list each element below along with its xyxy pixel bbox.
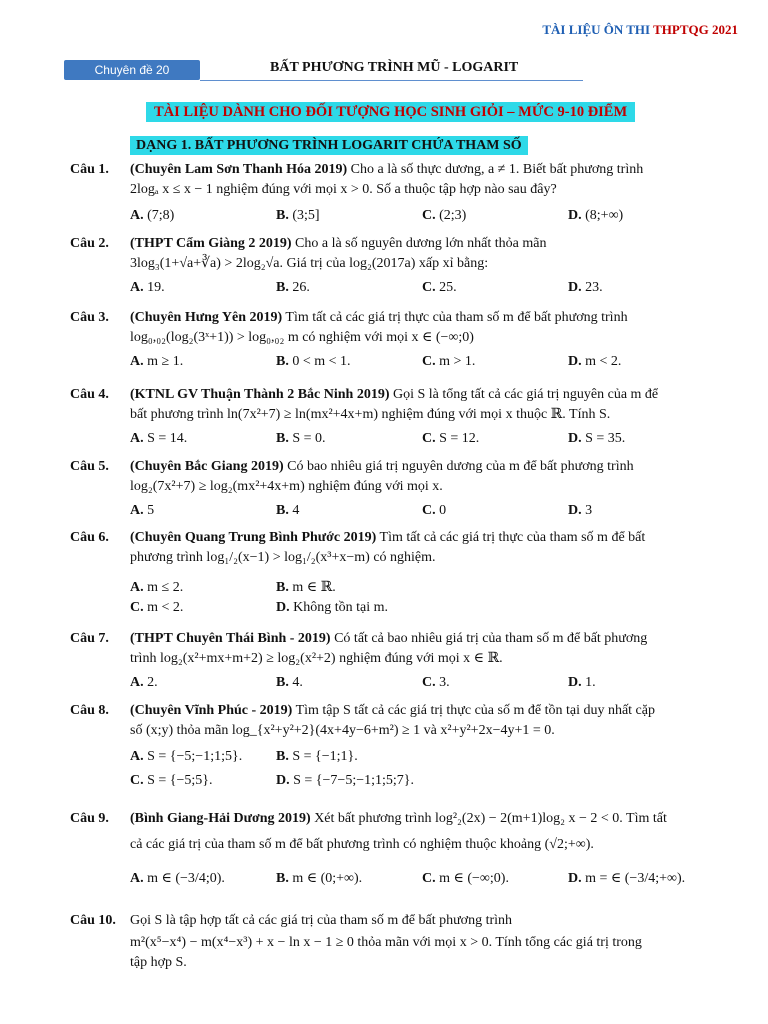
question-3 xyxy=(70,308,740,372)
question-text-2: m²(x⁵−x⁴) − m(x⁴−x³) + x − ln x − 1 ≥ 0 thỏa mãn với mọi x > 0. Tính tổng các giá trị trong xyxy=(130,935,642,950)
question-10 xyxy=(70,911,740,973)
question-text-2: log₂(7x²+7) ≥ log₂(mx²+4x+m) nghiệm đúng với mọi x. xyxy=(130,479,443,494)
question-text: Tìm tất cả các giá trị thực của tham số m để bất phương trình xyxy=(282,310,628,325)
question-text: Gọi S là tổng tất cả các giá trị nguyên của m để xyxy=(389,387,659,402)
question-text-2: 2logₐ x ≤ x − 1 nghiệm đúng với mọi x > 0. Số a thuộc tập hợp nào sau đây? xyxy=(130,182,557,197)
question-source: (THPT Cẩm Giàng 2 2019) xyxy=(130,236,292,251)
option-d[interactable]: D. 23. xyxy=(568,280,603,295)
question-source: (KTNL GV Thuận Thành 2 Bắc Ninh 2019) xyxy=(130,387,390,402)
question-text: Có tất cả bao nhiêu giá trị của tham số m để bất phương xyxy=(330,631,648,646)
option-a[interactable]: A. m ≥ 1. xyxy=(130,354,184,369)
question-source: (Chuyên Vĩnh Phúc - 2019) xyxy=(130,703,293,718)
question-text: Tìm tập S tất cả các giá trị thực của số m để tồn tại duy nhất cặp xyxy=(292,703,655,718)
option-d[interactable]: D. 1. xyxy=(568,675,596,690)
question-source: (Bình Giang-Hải Dương 2019) xyxy=(130,811,311,826)
question-number: Câu 4. xyxy=(70,387,109,402)
option-a[interactable]: A. 5 xyxy=(130,503,155,518)
question-source: (Chuyên Hưng Yên 2019) xyxy=(130,310,283,325)
topic-title: BẤT PHƯƠNG TRÌNH MŨ - LOGARIT xyxy=(270,60,519,75)
answer-options xyxy=(130,869,740,889)
option-c[interactable]: C. S = {−5;5}. xyxy=(130,773,213,788)
question-number: Câu 2. xyxy=(70,236,109,251)
option-c[interactable]: C. (2;3) xyxy=(422,208,467,223)
answer-options xyxy=(130,206,740,226)
section-title: DẠNG 1. BẤT PHƯƠNG TRÌNH LOGARIT CHỨA THAM SỐ xyxy=(130,136,528,155)
question-9 xyxy=(70,809,740,889)
header-label xyxy=(542,22,738,38)
option-c[interactable]: C. S = 12. xyxy=(422,431,480,446)
header-label-b: THPTQG 2021 xyxy=(653,22,738,37)
question-source: (THPT Chuyên Thái Bình - 2019) xyxy=(130,631,331,646)
option-c[interactable]: C. 3. xyxy=(422,675,450,690)
option-d[interactable]: D. S = {−7−5;−1;1;5;7}. xyxy=(276,773,414,788)
answer-options-row-2 xyxy=(130,771,740,791)
answer-options xyxy=(130,278,740,298)
option-d[interactable]: D. m < 2. xyxy=(568,354,622,369)
option-a[interactable]: A. 2. xyxy=(130,675,158,690)
question-text: Xét bất phương trình log²₂(2x) − 2(m+1)log₂ x − 2 < 0. Tìm tất xyxy=(310,811,667,826)
question-text: Tìm tất cả các giá trị thực của tham số m để bất xyxy=(376,530,646,545)
answer-options-row-2 xyxy=(130,598,740,618)
option-c[interactable]: C. 0 xyxy=(422,503,447,518)
question-text-2: trình log₂(x²+mx+m+2) ≥ log₂(x²+2) nghiệm đúng với mọi x ∈ ℝ. xyxy=(130,651,503,666)
question-text-3: tập hợp S. xyxy=(130,955,187,970)
question-text-2: cả các giá trị của tham số m để bất phương trình có nghiệm thuộc khoảng (√2;+∞). xyxy=(130,837,594,852)
question-number: Câu 10. xyxy=(70,913,116,928)
question-text-2: log₀,₀₂(log₂(3ˣ+1)) > log₀,₀₂ m có nghiệm với mọi x ∈ (−∞;0) xyxy=(130,330,474,345)
question-number: Câu 6. xyxy=(70,530,109,545)
option-a[interactable]: A. S = 14. xyxy=(130,431,188,446)
option-b[interactable]: B. m ∈ (0;+∞). xyxy=(276,871,363,886)
question-number: Câu 5. xyxy=(70,459,109,474)
question-7 xyxy=(70,629,740,693)
option-b[interactable]: B. 4. xyxy=(276,675,303,690)
question-8 xyxy=(70,701,740,791)
header-divider xyxy=(200,80,583,81)
question-number: Câu 3. xyxy=(70,310,109,325)
header-label-a: TÀI LIỆU ÔN THI xyxy=(542,22,654,37)
option-b[interactable]: B. 26. xyxy=(276,280,310,295)
option-b[interactable]: B. 4 xyxy=(276,503,300,518)
option-a[interactable]: A. (7;8) xyxy=(130,208,175,223)
option-a[interactable]: A. m ∈ (−3/4;0). xyxy=(130,871,225,886)
question-text: Có bao nhiêu giá trị nguyên dương của m để bất phương trình xyxy=(283,459,634,474)
question-text-2: bất phương trình ln(7x²+7) ≥ ln(mx²+4x+m) nghiệm đúng với mọi x thuộc ℝ. Tính S. xyxy=(130,407,611,422)
question-source: (Chuyên Lam Sơn Thanh Hóa 2019) xyxy=(130,162,348,177)
answer-options xyxy=(130,501,740,521)
option-b[interactable]: B. (3;5] xyxy=(276,208,320,223)
answer-options xyxy=(130,352,740,372)
question-text: Gọi S là tập hợp tất cả các giá trị của tham số m để bất phương trình xyxy=(130,913,513,928)
option-c[interactable]: C. m < 2. xyxy=(130,600,184,615)
question-4 xyxy=(70,385,740,449)
question-text: Cho a là số thực dương, a ≠ 1. Biết bất phương trình xyxy=(347,162,644,177)
option-c[interactable]: C. m ∈ (−∞;0). xyxy=(422,871,509,886)
option-d[interactable]: D. S = 35. xyxy=(568,431,626,446)
question-text-2: phương trình log₁/₂(x−1) > log₁/₂(x³+x−m) có nghiệm. xyxy=(130,550,436,565)
chapter-badge: Chuyên đề 20 xyxy=(64,60,200,80)
option-a[interactable]: A. m ≤ 2. xyxy=(130,580,184,595)
question-text: Cho a là số nguyên dương lớn nhất thỏa mãn xyxy=(291,236,547,251)
question-number: Câu 1. xyxy=(70,162,109,177)
answer-options xyxy=(130,673,740,693)
option-d[interactable]: D. Không tồn tại m. xyxy=(276,600,389,615)
answer-options xyxy=(130,747,740,767)
answer-options xyxy=(130,578,740,598)
question-6 xyxy=(70,528,740,618)
question-source: (Chuyên Bắc Giang 2019) xyxy=(130,459,284,474)
option-d[interactable]: D. m = ∈ (−3/4;+∞). xyxy=(568,871,686,886)
option-a[interactable]: A. 19. xyxy=(130,280,165,295)
option-c[interactable]: C. 25. xyxy=(422,280,457,295)
option-a[interactable]: A. S = {−5;−1;1;5}. xyxy=(130,749,243,764)
question-2 xyxy=(70,234,740,298)
option-b[interactable]: B. S = 0. xyxy=(276,431,326,446)
answer-options xyxy=(130,429,740,449)
option-b[interactable]: B. S = {−1;1}. xyxy=(276,749,358,764)
option-b[interactable]: B. 0 < m < 1. xyxy=(276,354,351,369)
question-source: (Chuyên Quang Trung Bình Phước 2019) xyxy=(130,530,377,545)
option-c[interactable]: C. m > 1. xyxy=(422,354,476,369)
question-number: Câu 9. xyxy=(70,811,109,826)
question-number: Câu 8. xyxy=(70,703,109,718)
question-1 xyxy=(70,160,740,226)
question-5 xyxy=(70,457,740,521)
question-number: Câu 7. xyxy=(70,631,109,646)
option-d[interactable]: D. 3 xyxy=(568,503,593,518)
level-banner: TÀI LIỆU DÀNH CHO ĐỐI TƯỢNG HỌC SINH GIỎI – MỨC 9-10 ĐIỂM xyxy=(146,102,635,122)
option-d[interactable]: D. (8;+∞) xyxy=(568,208,624,223)
question-text-2: số (x;y) thỏa mãn log_{x²+y²+2}(4x+4y−6+m²) ≥ 1 và x²+y²+2x−4y+1 = 0. xyxy=(130,723,555,738)
question-text-2: 3log₃(1+√a+∛a) > 2log₂√a. Giá trị của log₂(2017a) xấp xỉ bằng: xyxy=(130,256,489,271)
option-b[interactable]: B. m ∈ ℝ. xyxy=(276,580,336,595)
